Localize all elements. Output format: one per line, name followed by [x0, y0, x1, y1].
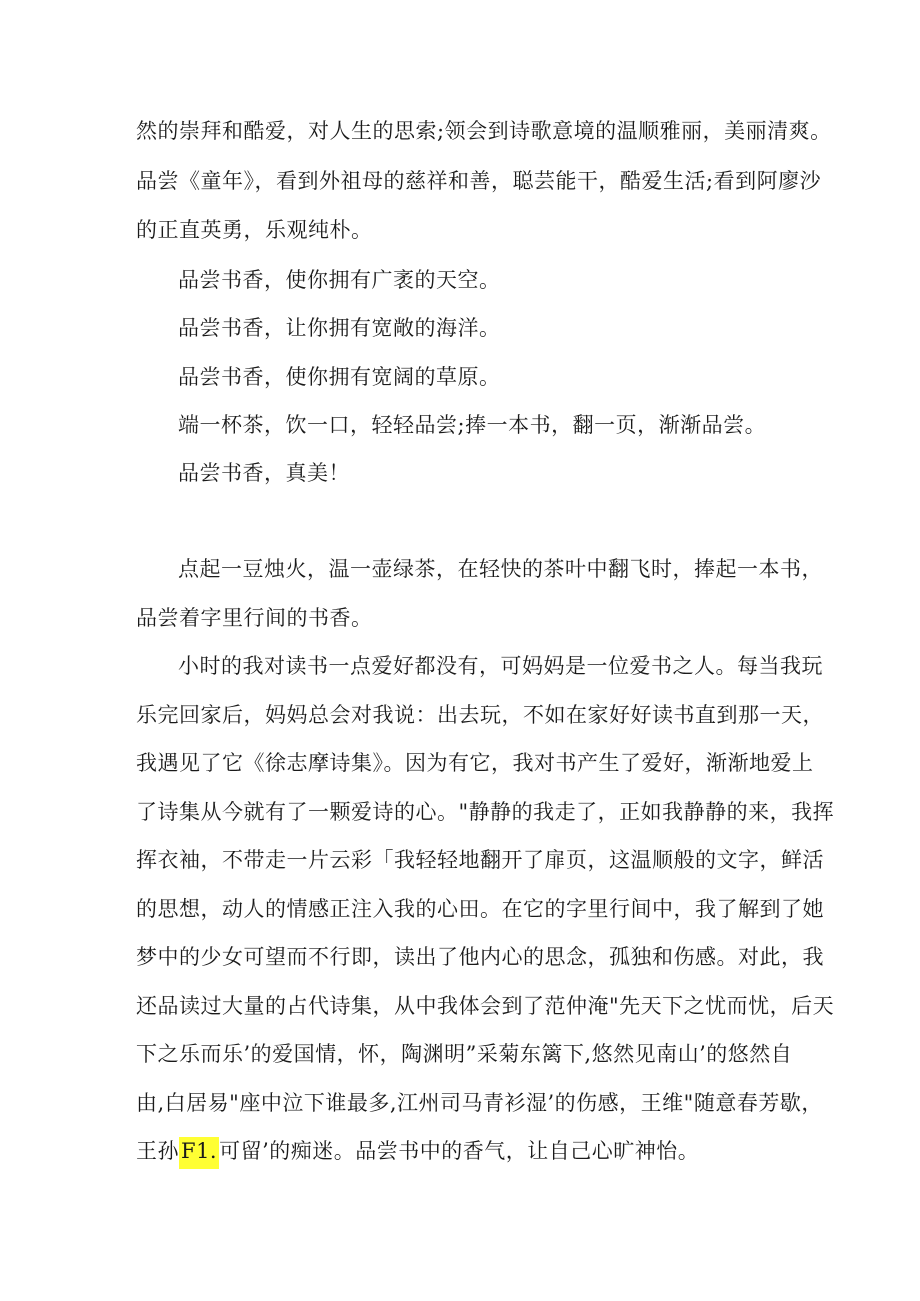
paragraph: 品尝书香，让你拥有宽敞的海洋。	[178, 316, 501, 340]
text-line: 的正直英勇，乐观纯朴。	[136, 218, 373, 242]
text-line: 点起一豆烛火，温一壶绿茶，在轻快的茶叶中翻飞时，捧起一本书，	[178, 557, 823, 581]
text-line: 我遇见了它《徐志摩诗集》。因为有它，我对书产生了爱好，渐渐地爱上	[136, 751, 814, 775]
text-line: 下之乐而乐’的爱国情，怀，陶渊明”采菊东篱下,悠然见南山’的悠然自	[136, 1042, 793, 1066]
text-line: 的思想，动人的情感正注入我的心田。在它的字里行间中，我了解到了她	[136, 897, 824, 921]
paragraph: 品尝书香，使你拥有广袤的天空。	[178, 268, 501, 292]
text-line: 梦中的少女可望而不行即，读出了他内心的思念，孤独和伤感。对此，我	[136, 945, 824, 969]
paragraph: 端一杯茶，饮一口，轻轻品尝;捧一本书，翻一页，渐渐品尝。	[178, 413, 767, 437]
text-line: 由,白居易"座中泣下谁最多,江州司马青衫湿’的伤感，王维"随意春芳歇，	[136, 1091, 823, 1115]
text-line: 然的崇拜和酷爱，对人生的思索;领会到诗歌意境的温顺雅丽，美丽清爽。	[136, 119, 832, 143]
text-line: 了诗集从今就有了一颗爱诗的心。"静静的我走了，正如我静静的来，我挥	[136, 800, 835, 824]
text-line: 乐完回家后，妈妈总会对我说：出去玩，不如在家好好读书直到那一天，	[136, 703, 824, 727]
paragraph: 品尝书香，使你拥有宽阔的草原。	[178, 365, 501, 389]
text-line: 还品读过大量的占代诗集，从中我体会到了范仲淹"先天下之忧而忧，后天	[136, 994, 835, 1018]
text-line: 品尝着字里行间的书香。	[136, 606, 373, 630]
highlighted-text: F1.	[179, 1137, 219, 1169]
text-segment: 王孙	[136, 1139, 179, 1163]
text-line: 小时的我对读书一点爱好都没有，可妈妈是一位爱书之人。每当我玩	[178, 654, 823, 678]
text-line	[136, 1136, 699, 1166]
paragraph: 品尝书香，真美！	[178, 461, 350, 485]
text-line: 品尝《童年》，看到外祖母的慈祥和善，聪芸能干，酷爱生活;看到阿廖沙	[136, 169, 822, 193]
text-segment: 可留’的痴迷。品尝书中的香气，让自己心旷神怡。	[219, 1139, 700, 1163]
text-line: 挥衣袖，不带走一片云彩「我轻轻地翻开了扉页，这温顺般的文字，鲜活	[136, 848, 824, 872]
